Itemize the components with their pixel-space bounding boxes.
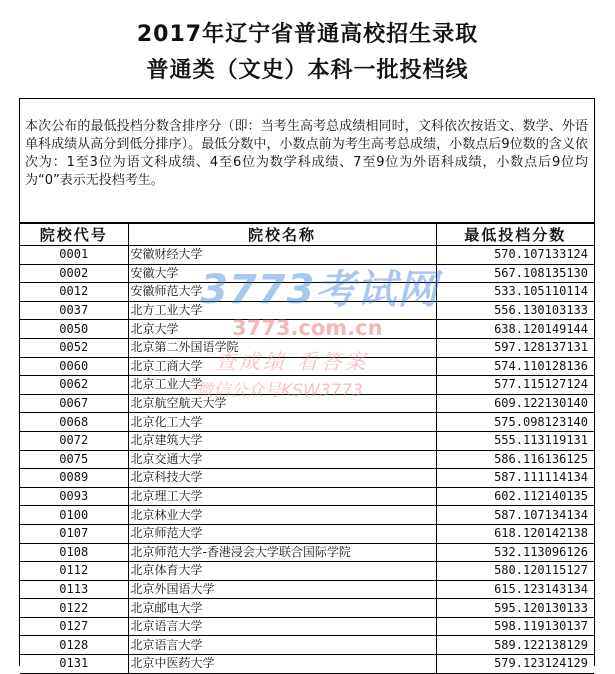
table-row [20, 617, 594, 636]
college-code: 0037 [20, 301, 128, 320]
min-score: 638.120149144 [436, 320, 594, 339]
table-row [20, 469, 594, 488]
college-name: 安徽师范大学 [128, 283, 436, 302]
college-code: 0089 [20, 469, 128, 488]
table-row [20, 562, 594, 581]
table-row [20, 450, 594, 469]
college-name: 北京师范大学-香港浸会大学联合国际学院 [128, 543, 436, 562]
college-name: 安徽大学 [128, 264, 436, 283]
college-name: 北京工商大学 [128, 357, 436, 376]
table-row [20, 413, 594, 432]
table-row [20, 543, 594, 562]
min-score: 587.107134134 [436, 506, 594, 525]
college-code: 0100 [20, 506, 128, 525]
min-score: 589.122138129 [436, 636, 594, 655]
college-code: 0001 [20, 246, 128, 265]
table-row [20, 283, 594, 302]
college-name: 北京体育大学 [128, 562, 436, 581]
table-row [20, 655, 594, 674]
watermark-wechat: 微信公众号KSW3773 [196, 381, 364, 401]
college-code: 0050 [20, 320, 128, 339]
college-name: 北京师范大学 [128, 524, 436, 543]
table-row [20, 431, 594, 450]
college-code: 0093 [20, 487, 128, 506]
min-score: 570.107133124 [436, 246, 594, 265]
watermark-logo: 3773考试网 [200, 267, 439, 313]
college-code: 0052 [20, 338, 128, 357]
college-code: 0112 [20, 562, 128, 581]
table-row [20, 636, 594, 655]
college-name: 北京邮电大学 [128, 599, 436, 618]
college-name: 北京交通大学 [128, 450, 436, 469]
college-code: 0122 [20, 599, 128, 618]
college-code: 0075 [20, 450, 128, 469]
min-score: 555.113119131 [436, 431, 594, 450]
score-table-container [19, 98, 595, 671]
table-row [20, 376, 594, 395]
table-row [20, 394, 594, 413]
table-row [20, 301, 594, 320]
min-score: 586.116136125 [436, 450, 594, 469]
college-name: 北方工业大学 [128, 301, 436, 320]
table-row [20, 320, 594, 339]
watermark-slogan: 查成绩 看答案 [215, 350, 369, 374]
college-code: 0067 [20, 394, 128, 413]
min-score: 532.113096126 [436, 543, 594, 562]
college-name: 北京工业大学 [128, 376, 436, 395]
intro-paragraph: 本次公布的最低投档分数含排序分（即：当考生高考总成绩相同时，文科依次按语文、数学、外语单科成绩从高分到低分排序）。最低分数中，小数点前为考生高考总成绩，小数点后9位数的含义依次为：1至3位为语文科成绩、4至6位为数学科成绩、7至9位为外语科成绩，小数点后9位均为“0”表示无投档考生。 [20, 99, 594, 223]
min-score: 567.108135130 [436, 264, 594, 283]
table-row [20, 524, 594, 543]
min-score: 533.105110114 [436, 283, 594, 302]
min-score: 574.110128136 [436, 357, 594, 376]
min-score: 580.120115127 [436, 562, 594, 581]
college-name: 北京语言大学 [128, 617, 436, 636]
min-score: 598.119130137 [436, 617, 594, 636]
min-score: 556.130103133 [436, 301, 594, 320]
college-name: 北京化工大学 [128, 413, 436, 432]
college-code: 0012 [20, 283, 128, 302]
college-code: 0131 [20, 655, 128, 674]
college-code: 0107 [20, 524, 128, 543]
college-code: 0060 [20, 357, 128, 376]
page-subtitle: 普通类（文史）本科一批投档线 [146, 58, 469, 83]
table-row [20, 357, 594, 376]
header-name: 院校名称 [128, 224, 436, 246]
college-code: 0127 [20, 617, 128, 636]
college-code: 0068 [20, 413, 128, 432]
min-score: 575.098123140 [436, 413, 594, 432]
college-name: 北京中医药大学 [128, 655, 436, 674]
table-body [20, 246, 594, 674]
college-code: 0108 [20, 543, 128, 562]
college-name: 北京语言大学 [128, 636, 436, 655]
table-row [20, 487, 594, 506]
header-code: 院校代号 [20, 224, 128, 246]
college-name: 安徽财经大学 [128, 246, 436, 265]
header-score: 最低投档分数 [436, 224, 594, 246]
min-score: 595.120130133 [436, 599, 594, 618]
college-name: 北京理工大学 [128, 487, 436, 506]
page-title: 2017年辽宁省普通高校招生录取 [136, 22, 479, 47]
college-name: 北京科技大学 [128, 469, 436, 488]
min-score: 618.120142138 [436, 524, 594, 543]
table-row [20, 338, 594, 357]
college-name: 北京第二外国语学院 [128, 338, 436, 357]
min-score: 602.112140135 [436, 487, 594, 506]
table-header-row [20, 224, 594, 246]
table-row [20, 506, 594, 525]
table-row [20, 580, 594, 599]
min-score: 615.123143134 [436, 580, 594, 599]
college-code: 0113 [20, 580, 128, 599]
min-score: 587.111114134 [436, 469, 594, 488]
table-row [20, 246, 594, 265]
watermark-domain: 3773.com.cn [232, 316, 383, 340]
min-score: 579.123124129 [436, 655, 594, 674]
college-name: 北京外国语大学 [128, 580, 436, 599]
min-score: 597.128137131 [436, 338, 594, 357]
college-name: 北京航空航天大学 [128, 394, 436, 413]
college-name: 北京林业大学 [128, 506, 436, 525]
min-score: 609.122130140 [436, 394, 594, 413]
min-score: 577.115127124 [436, 376, 594, 395]
table-row [20, 599, 594, 618]
college-name: 北京建筑大学 [128, 431, 436, 450]
college-code: 0062 [20, 376, 128, 395]
score-table [20, 223, 594, 674]
college-code: 0128 [20, 636, 128, 655]
table-row [20, 264, 594, 283]
college-code: 0002 [20, 264, 128, 283]
college-code: 0072 [20, 431, 128, 450]
college-name: 北京大学 [128, 320, 436, 339]
